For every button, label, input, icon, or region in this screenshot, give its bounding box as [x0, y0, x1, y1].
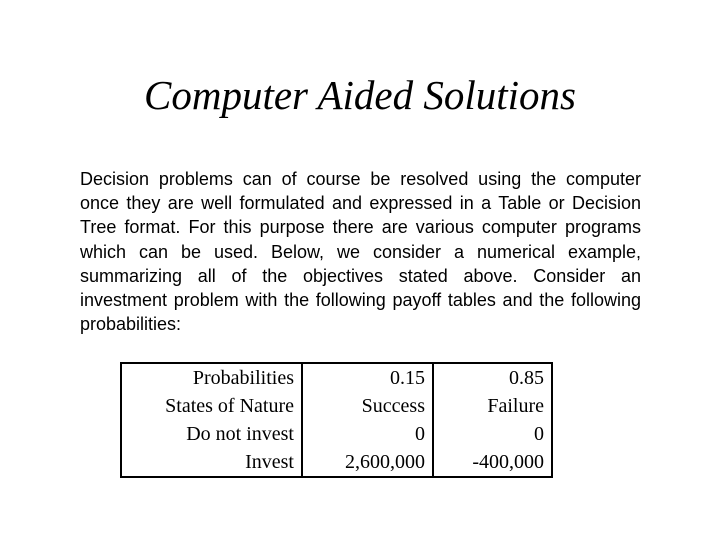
table-cell: Failure: [433, 392, 552, 420]
table-cell: 0.85: [433, 363, 552, 392]
row-label: Do not invest: [121, 420, 302, 448]
table-row: [121, 363, 552, 392]
table-cell: -400,000: [433, 448, 552, 477]
table-cell: 2,600,000: [302, 448, 433, 477]
table-cell: Success: [302, 392, 433, 420]
table-cell: 0.15: [302, 363, 433, 392]
slide-title: Computer Aided Solutions: [143, 72, 577, 118]
table-cell: 0: [302, 420, 433, 448]
row-label: Invest: [121, 448, 302, 477]
row-label: States of Nature: [121, 392, 302, 420]
payoff-table: [120, 362, 553, 478]
table-cell: 0: [433, 420, 552, 448]
table-row: [121, 420, 552, 448]
description-paragraph: Decision problems can of course be resolved using the computer once they are well formulated and expressed in a Table or Decision Tree format. For this purpose there are various computer programs which can be used. Below, we consider a numerical example, summarizing all of the objectives stated above. Consider an investment problem with the following payoff tables and the following probabilities:: [80, 169, 641, 335]
table-row: [121, 448, 552, 477]
row-label: Probabilities: [121, 363, 302, 392]
table-row: [121, 392, 552, 420]
